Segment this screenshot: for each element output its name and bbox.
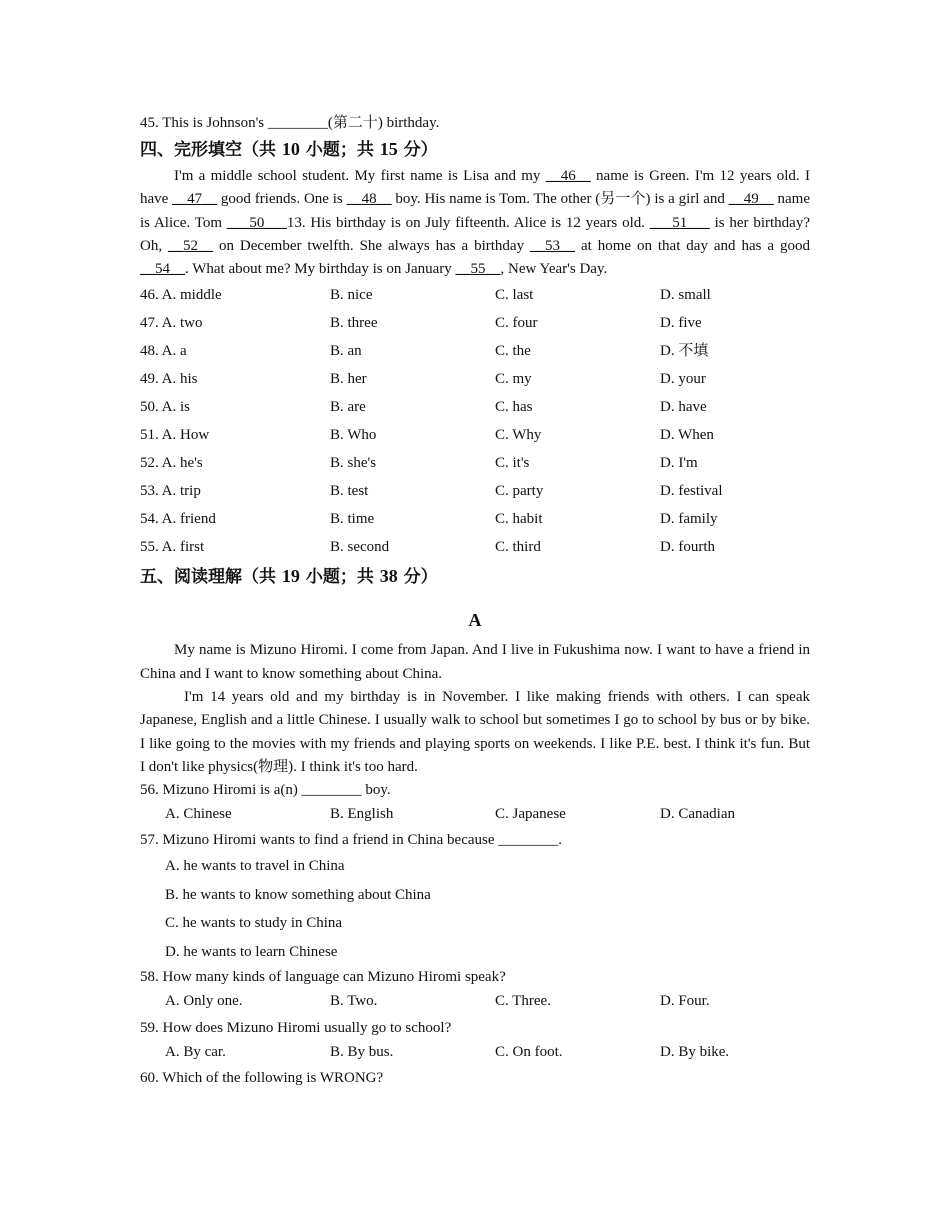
blank-49: __49__ [728,191,774,208]
cloze-options [140,281,810,561]
worksheet-page [140,112,810,1090]
option-row-48: 48. A. a B. an C. the D. 不填 [140,343,709,360]
question-58-options: A. Only one. B. Two. C. Three. D. Four. [165,993,710,1010]
section-5-heading: 五、阅读理解（共 19 小题；共 38 分） [140,566,438,588]
section-4-heading: 四、完形填空（共 10 小题；共 15 分） [140,139,438,160]
blank-50: ___50___ [226,214,287,231]
option-row-46: 46. A. middle B. nice C. last D. small [140,287,711,304]
question-57-options: A. he wants to travel in China B. he wants to know something about China C. he wants to study in China D. he wants to learn Chinese [165,858,431,960]
blank-46: __46__ [545,168,591,184]
blank-48: __48__ [346,191,392,208]
option-row-54: 54. A. friend B. time C. habit D. family [140,511,718,528]
question-56-options: A. Chinese B. English C. Japanese D. Canadian [165,806,735,823]
option-row-50: 50. A. is B. are C. has D. have [140,399,707,416]
question-56-stem: 56. Mizuno Hiromi is a(n) ________ boy. [140,782,391,799]
option-row-52: 52. A. he's B. she's C. it's D. I'm [140,455,698,472]
cloze-passage: I'm a middle school student. My first name is Lisa and my __46__ name is Green. I'm 12 years old. I have __47__ good friends. One is __48__ boy. His name is Tom. The other (另一个) is a girl and __49__ name is Alice. Tom ___50___13. His birthday is on July fifteenth. Alice is 12 years old. ___51___ is her birthday? Oh, __52__ on December twelfth. She always has a birthday __53__ at home on that day and has a good __54__. What about me? My birthday is on January __55__, New Year's Day. [140,168,810,278]
blank-51: ___51___ [649,214,710,231]
option-row-49: 49. A. his B. her C. my D. your [140,371,706,388]
question-58-stem: 58. How many kinds of language can Mizuno Hiromi speak? [140,969,506,986]
question-59-stem: 59. How does Mizuno Hiromi usually go to school? [140,1020,452,1037]
passage-a-label: A [468,610,482,631]
passage-a-paragraph-2: I'm 14 years old and my birthday is in November. I like making friends with others. I can speak Japanese, English and a little Chinese. I usually walk to school but sometimes I go to school by bus or by bike. I like going to the movies with my friends and playing sports on weekends. I like P.E. best. I think it's fun. But I don't like physics(物理). I think it's too hard. [140,689,810,775]
blank-52: __52__ [168,237,214,254]
question-57-stem: 57. Mizuno Hiromi wants to find a friend in China because ________. [140,832,563,849]
option-row-55: 55. A. first B. second C. third D. fourth [140,539,715,556]
question-59-options: A. By car. B. By bus. C. On foot. D. By bike. [165,1044,730,1061]
blank-53: __53__ [530,237,576,254]
question-45: 45. This is Johnson's ________(第二十) birthday. [140,115,440,131]
blank-55: __55__ [455,261,501,278]
blank-54: __54__ [140,261,185,278]
question-60-stem: 60. Which of the following is WRONG? [140,1070,384,1087]
option-row-47: 47. A. two B. three C. four D. five [140,315,702,332]
option-row-53: 53. A. trip B. test C. party D. festival [140,483,723,500]
passage-a-paragraph-1: My name is Mizuno Hiromi. I come from Japan. And I live in Fukushima now. I want to have a friend in China and I want to know something about China. [140,642,810,682]
blank-47: __47__ [172,191,218,208]
option-row-51: 51. A. How B. Who C. Why D. When [140,427,714,444]
